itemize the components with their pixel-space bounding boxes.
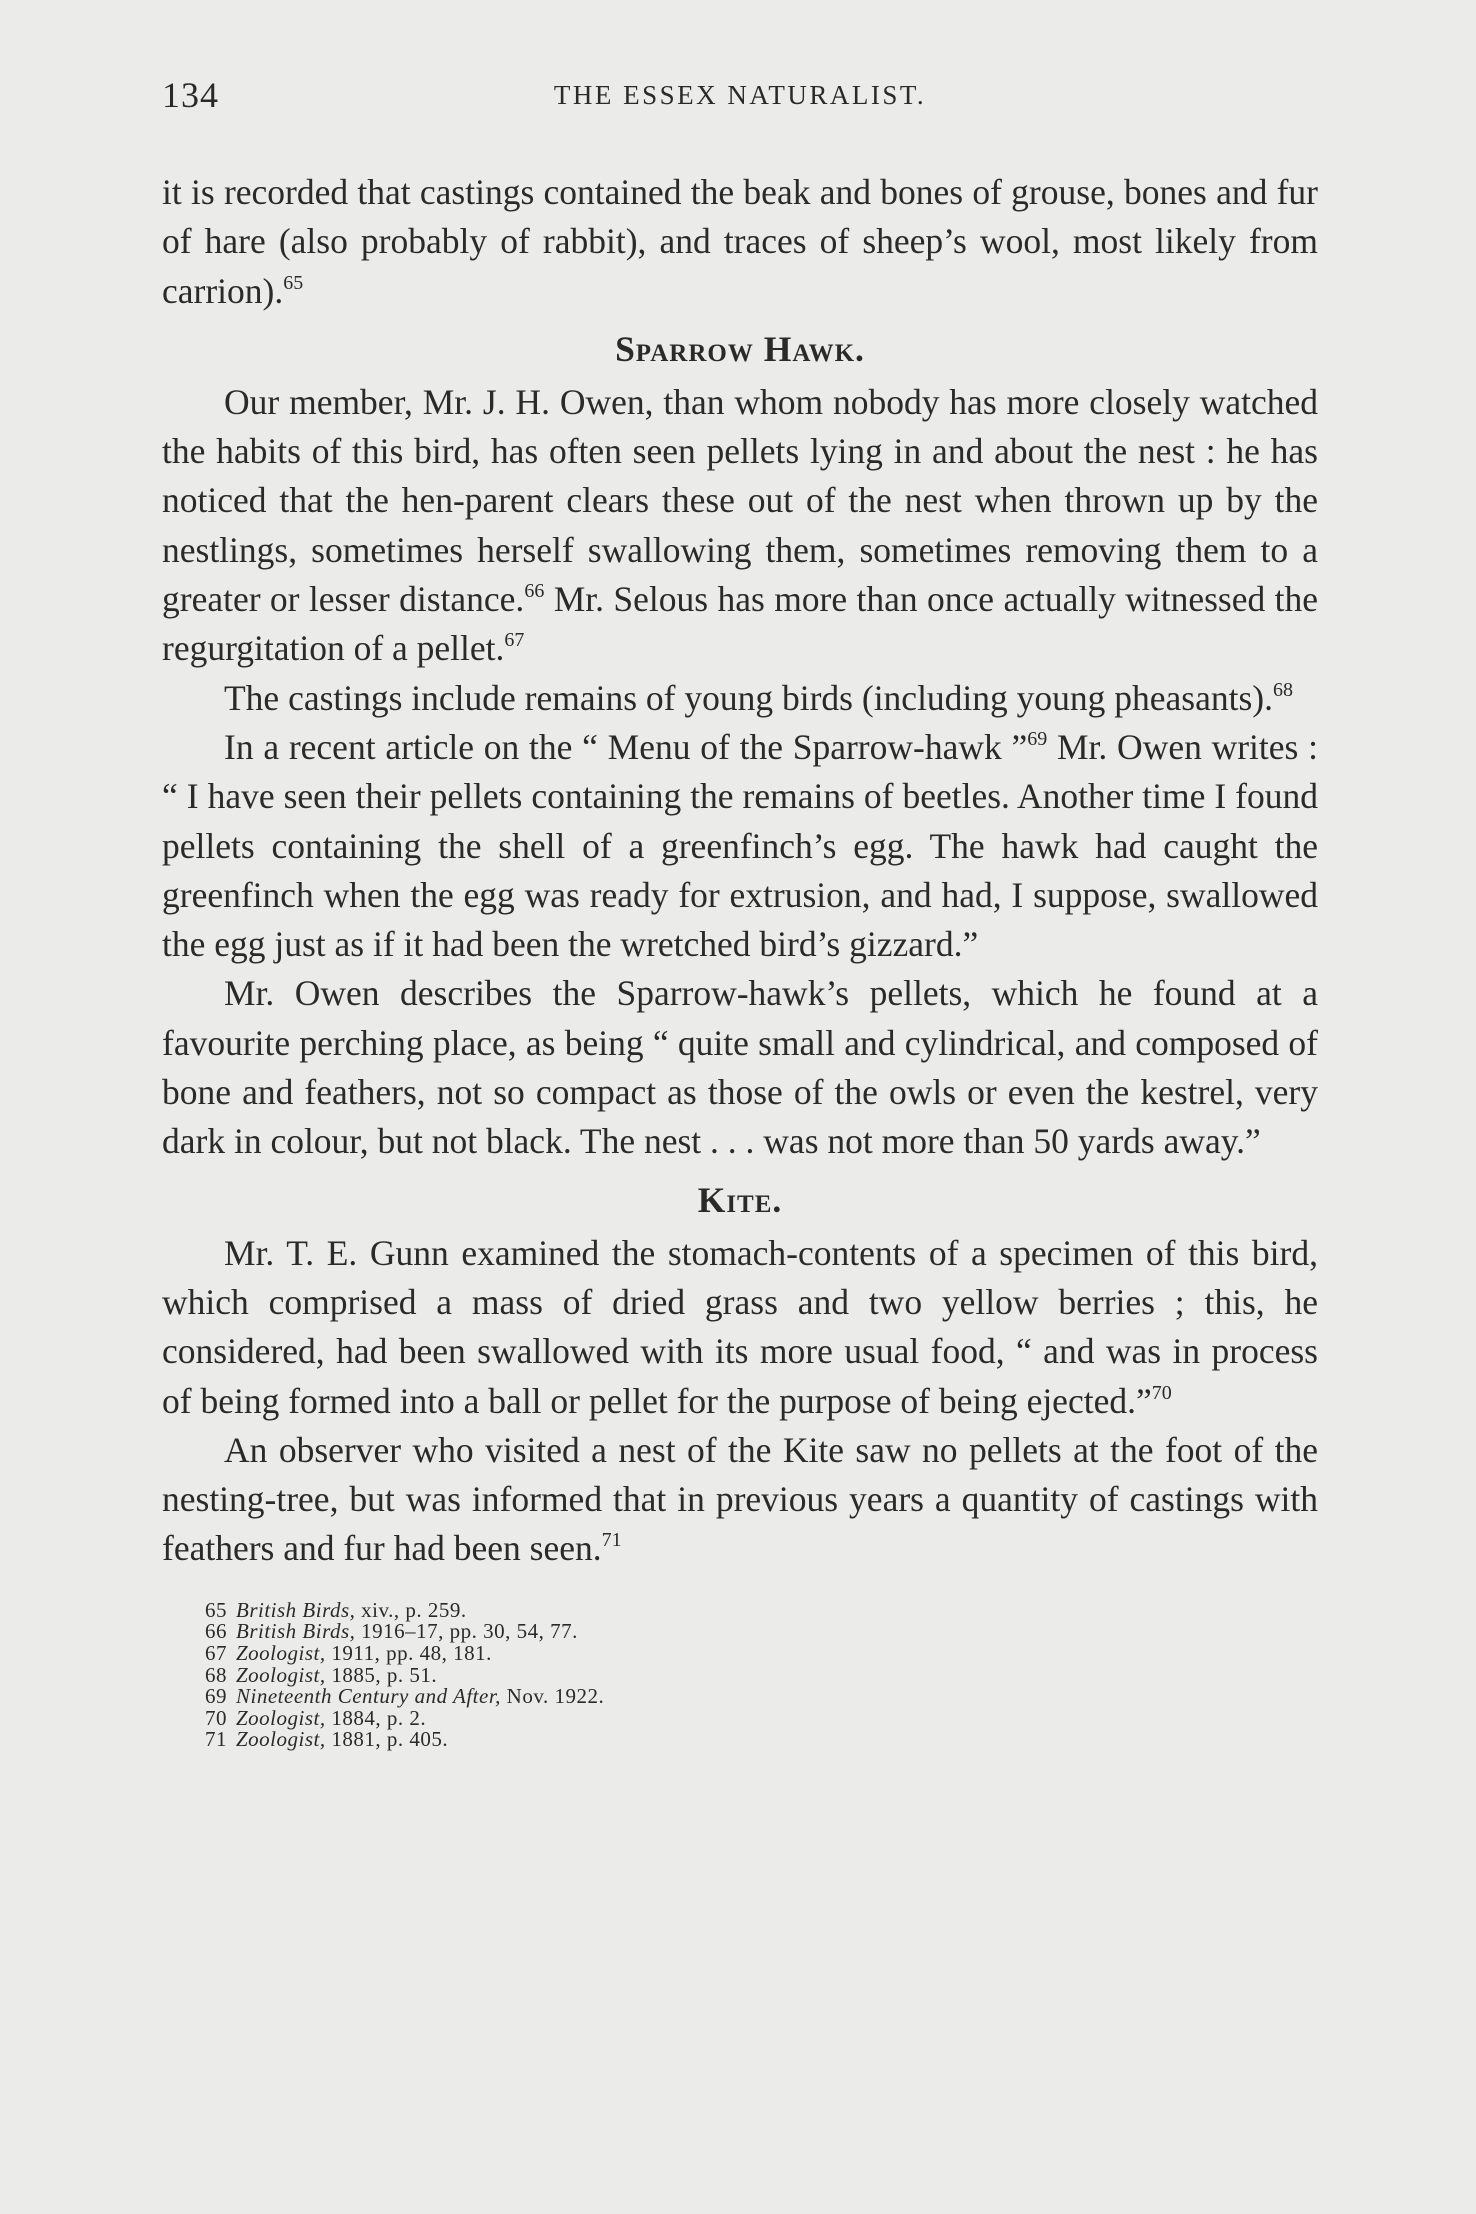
footnote-66 xyxy=(162,1621,1318,1643)
footnote-source: British Birds, xyxy=(236,1597,356,1622)
paragraph-text: it is recorded that castings contained the beak and bones of grouse, bones and fur of hare (also probably of rabbit), and traces of sheep’s wool, most likely from carrion). xyxy=(162,172,1318,311)
sparrow-hawk-paragraph-3 xyxy=(162,723,1318,969)
footnote-source: Zoologist, xyxy=(236,1662,326,1687)
footnote-detail: 1881, p. 405. xyxy=(325,1727,449,1752)
footnote-70 xyxy=(162,1705,1318,1730)
footnote-ref[interactable]: 68 xyxy=(1273,678,1294,701)
paragraph-text: Mr. T. E. Gunn examined the stomach-contents of a specimen of this bird, which comprised a mass of dried grass and two yellow berries ; this, he considered, had been swallowed with its more usual food, “ and was in process of being formed into a ball or pellet for the purpose of being ejected.” xyxy=(162,1232,1318,1421)
journal-title: THE ESSEX NATURALIST. xyxy=(553,80,927,110)
paragraph-text: Mr. Selous has more than once actually witnessed the regurgitation of a pellet. xyxy=(162,579,1318,669)
footnote-source: Nineteenth Century and After, xyxy=(236,1684,501,1709)
footnote-number: 67 xyxy=(205,1640,227,1665)
footnote-ref[interactable]: 67 xyxy=(504,629,525,652)
paragraph-text: Our member, Mr. J. H. Owen, than whom nobody has more closely watched the habits of this bird, has often seen pellets lying in and about the nest : he has noticed that the hen-parent clears these out of the nest when thrown up by the nestlings, sometimes herself swallowing them, sometimes removing them to a greater or lesser distance. xyxy=(162,381,1318,620)
footnote-71 xyxy=(162,1729,1318,1751)
footnote-ref[interactable]: 66 xyxy=(524,580,545,603)
footnote-65 xyxy=(162,1597,1318,1622)
footnote-67 xyxy=(162,1640,1318,1665)
sparrow-hawk-paragraph-2 xyxy=(162,674,1318,723)
section-heading-sparrow-hawk: Sparrow Hawk. xyxy=(615,328,865,369)
footnote-source: Zoologist, xyxy=(236,1640,326,1665)
sparrow-hawk-paragraph-4 xyxy=(162,969,1318,1166)
paragraph-text: Mr. Owen writes : “ I have seen their pellets containing the remains of beetles. Another time I found pellets containing the shell of a greenfinch’s egg. The hawk had caught the greenfinch when the egg was ready for extrusion, and had, I suppose, swallowed the egg just as if it had been the wretched bird’s gizzard.” xyxy=(162,726,1318,965)
footnotes xyxy=(162,1597,1318,1752)
footnote-source: British Birds, xyxy=(236,1619,356,1644)
page-number: 134 xyxy=(162,75,219,115)
footnote-detail: Nov. 1922. xyxy=(500,1684,605,1709)
footnote-source: Zoologist, xyxy=(236,1705,326,1730)
footnote-number: 66 xyxy=(205,1619,227,1644)
continuation-paragraph xyxy=(162,168,1318,316)
footnote-detail: 1884, p. 2. xyxy=(325,1705,427,1730)
body-text xyxy=(162,168,1318,1574)
footnote-68 xyxy=(162,1662,1318,1687)
footnote-number: 70 xyxy=(205,1705,227,1730)
footnote-number: 69 xyxy=(205,1684,227,1709)
kite-paragraph-2 xyxy=(162,1426,1318,1574)
paragraph-text: Mr. Owen describes the Sparrow-hawk’s pellets, which he found at a favourite perching place, as being “ quite small and cylindrical, and composed of bone and feathers, not so compact as those of the owls or even the kestrel, very dark in colour, but not black. The nest . . . was not more than 50 yards away.” xyxy=(162,973,1318,1162)
footnote-detail: 1911, pp. 48, 181. xyxy=(325,1640,492,1665)
footnote-ref[interactable]: 71 xyxy=(601,1529,622,1552)
footnote-ref[interactable]: 69 xyxy=(1027,727,1048,750)
footnote-number: 68 xyxy=(205,1662,227,1687)
footnote-69 xyxy=(162,1686,1318,1708)
paragraph-text: In a recent article on the “ Menu of the Sparrow-hawk ” xyxy=(224,726,1028,767)
running-head xyxy=(162,70,1318,130)
paragraph-text: An observer who visited a nest of the Kite saw no pellets at the foot of the nesting-tree, but was informed that in previous years a quantity of castings with feathers and fur had been seen. xyxy=(162,1429,1318,1569)
paragraph-text: The castings include remains of young birds (including young pheasants). xyxy=(224,677,1274,718)
sparrow-hawk-paragraph-1 xyxy=(162,378,1318,674)
kite-paragraph-1 xyxy=(162,1229,1318,1426)
section-heading-kite: Kite. xyxy=(697,1179,783,1220)
footnote-ref[interactable]: 65 xyxy=(283,271,304,294)
document-page xyxy=(162,70,1318,1751)
footnote-detail: 1916–17, pp. 30, 54, 77. xyxy=(355,1619,578,1644)
footnote-number: 71 xyxy=(205,1727,227,1752)
footnote-ref[interactable]: 70 xyxy=(1151,1381,1172,1404)
footnote-number: 65 xyxy=(205,1597,227,1622)
footnote-detail: xiv., p. 259. xyxy=(355,1597,467,1622)
footnote-detail: 1885, p. 51. xyxy=(325,1662,438,1687)
footnote-source: Zoologist, xyxy=(236,1727,326,1752)
